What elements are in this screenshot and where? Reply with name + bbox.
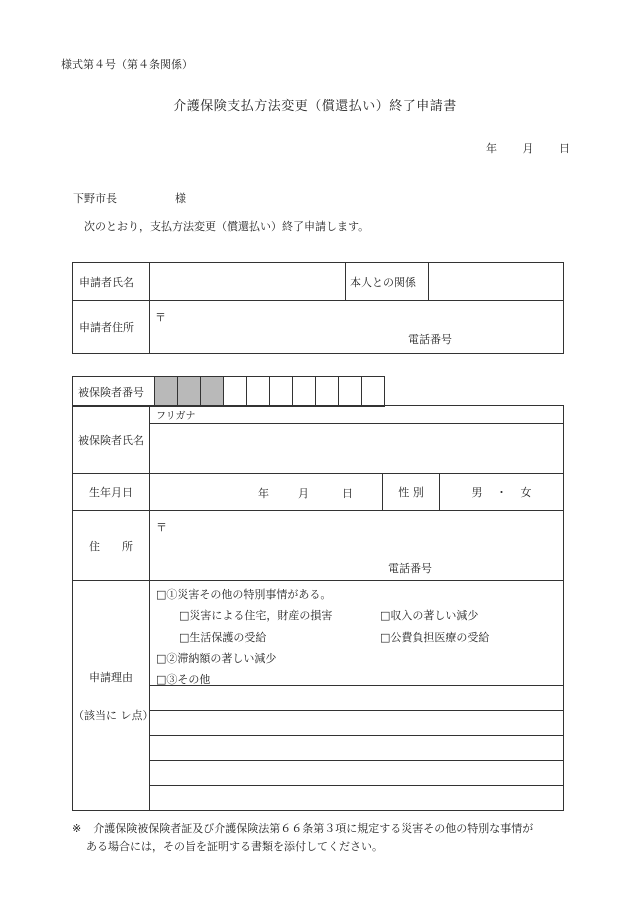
- insured-postal-mark: 〒: [156, 521, 167, 534]
- insured-number-digit: [201, 377, 224, 407]
- footnote-mark: ※: [72, 822, 82, 835]
- reason-detail-line[interactable]: [150, 761, 564, 786]
- sex-male[interactable]: 男: [471, 486, 483, 499]
- reason-label-cell: [73, 581, 154, 811]
- insured-name-field[interactable]: [150, 424, 564, 474]
- reason-option-1c[interactable]: □生活保護の受給: [179, 631, 267, 644]
- addressee: [73, 190, 186, 206]
- insured-number-label: 被保険者番号: [73, 377, 155, 407]
- recipient: 下野市長: [73, 192, 117, 205]
- insured-number-digit: [155, 377, 178, 407]
- applicant-address-label: 申請者住所: [73, 301, 150, 354]
- date-month-label: 月: [522, 142, 534, 155]
- reason-sub-label: （該当に レ点）: [73, 709, 154, 722]
- honorific: 様: [175, 192, 186, 205]
- insured-number-digit[interactable]: [293, 377, 316, 407]
- insured-phone-label: 電話番号: [388, 562, 432, 575]
- insured-number-digit: [178, 377, 201, 407]
- birth-field[interactable]: [150, 474, 383, 511]
- applicant-name-label: 申請者氏名: [73, 263, 150, 301]
- insured-number-digit[interactable]: [316, 377, 339, 407]
- reason-detail-line[interactable]: [150, 736, 564, 761]
- relation-field[interactable]: [429, 263, 564, 301]
- sex-separator: ・: [496, 486, 507, 499]
- insured-name-label: 被保険者氏名: [73, 406, 150, 474]
- reason-label: 申請理由: [89, 671, 133, 684]
- date-line: [486, 140, 570, 156]
- reason-option-3[interactable]: □③その他: [156, 673, 211, 686]
- intro-text: 次のとおり，支払方法変更（償還払い）終了申請します。: [84, 220, 370, 233]
- applicant-address-field[interactable]: [150, 301, 564, 354]
- insured-number-digit[interactable]: [224, 377, 247, 407]
- insured-number-digit[interactable]: [362, 377, 385, 407]
- reason-option-1[interactable]: □①災害その他の特別事情がある。: [156, 588, 332, 601]
- sex-options[interactable]: [440, 474, 564, 511]
- birth-month-label: 月: [298, 487, 309, 500]
- insured-number-digit[interactable]: [270, 377, 293, 407]
- insured-number-table: [72, 376, 385, 407]
- reason-detail-line[interactable]: [150, 711, 564, 736]
- reason-detail-line[interactable]: [150, 786, 564, 811]
- applicant-phone-label: 電話番号: [408, 333, 452, 346]
- date-year-label: 年: [486, 142, 497, 155]
- reason-detail-line[interactable]: [150, 686, 564, 711]
- insured-number-digit[interactable]: [339, 377, 362, 407]
- birth-label: 生年月日: [73, 474, 150, 511]
- sex-female[interactable]: 女: [520, 486, 532, 499]
- birth-day-label: 日: [342, 487, 353, 500]
- insured-number-digit[interactable]: [247, 377, 270, 407]
- sex-label: 性 別: [383, 474, 440, 511]
- date-day-label: 日: [559, 142, 570, 155]
- reason-option-1a[interactable]: □災害による住宅，財産の損害: [179, 609, 333, 622]
- birth-year-label: 年: [258, 487, 269, 500]
- insured-address-label: 住 所: [73, 511, 150, 581]
- applicant-name-field[interactable]: [150, 263, 346, 301]
- insured-table: [72, 405, 564, 811]
- footnote: [72, 820, 572, 856]
- postal-mark: 〒: [155, 311, 166, 324]
- insured-address-field[interactable]: [150, 511, 564, 581]
- reason-options: [150, 581, 564, 686]
- footnote-line-1: 介護保険被保険者証及び介護保険法第６６条第３項に規定する災害その他の特別な事情が: [93, 822, 534, 835]
- reason-option-1d[interactable]: □公費負担医療の受給: [380, 631, 490, 644]
- reason-option-1b[interactable]: □収入の著しい減少: [380, 609, 479, 622]
- relation-label: 本人との関係: [346, 263, 429, 301]
- applicant-table: [72, 262, 564, 354]
- footnote-line-2: ある場合には，その旨を証明する書類を添付してください。: [86, 840, 383, 853]
- furigana-label: フリガナ: [150, 406, 564, 424]
- form-number: 様式第４号（第４条関係）: [61, 58, 193, 71]
- page-title: 介護保険支払方法変更（償還払い）終了申請書: [173, 99, 457, 114]
- reason-option-2[interactable]: □②滞納額の著しい減少: [156, 652, 277, 665]
